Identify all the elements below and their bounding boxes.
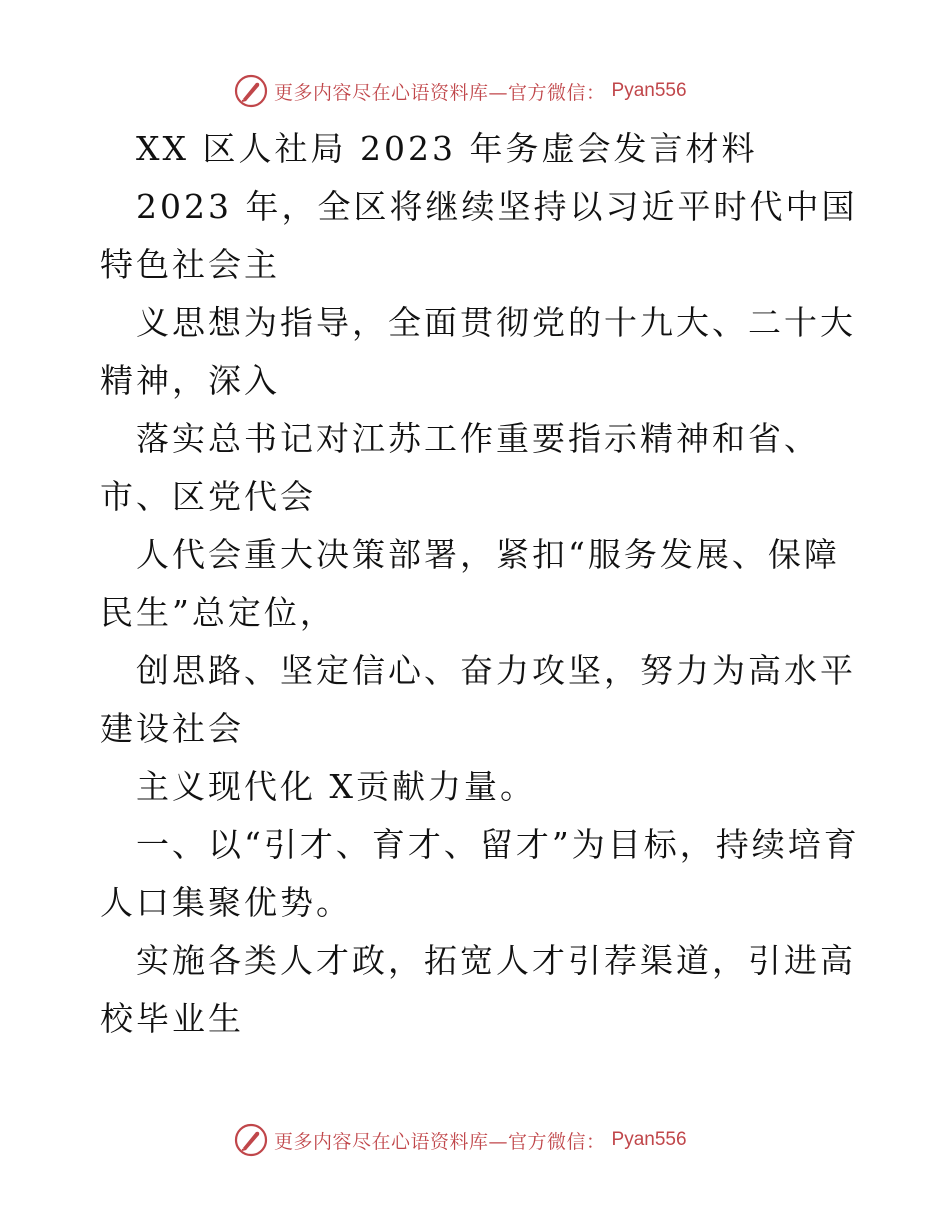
watermark-text: 更多内容尽在心语资料库—官方微信： bbox=[274, 81, 606, 104]
paragraph: 一、以“引才、育才、留才”为目标，持续培育人口集聚优势。 bbox=[100, 825, 860, 922]
paragraph: 2023 年，全区将继续坚持以习近平时代中国特色社会主 bbox=[100, 187, 858, 284]
paragraph: 创思路、坚定信心、奋力攻坚，努力为高水平建设社会 bbox=[100, 651, 856, 748]
watermark-text: 更多内容尽在心语资料库—官方微信： bbox=[274, 1130, 606, 1153]
document-body bbox=[100, 120, 860, 1048]
document-title: XX 区人社局 2023 年务虚会发言材料 bbox=[136, 129, 758, 168]
quill-logo-icon bbox=[234, 74, 268, 108]
paragraph: 落实总书记对江苏工作重要指示精神和省、市、区党代会 bbox=[100, 419, 820, 516]
paragraph: 义思想为指导，全面贯彻党的十九大、二十大精神，深入 bbox=[100, 303, 856, 400]
watermark-footer bbox=[234, 1122, 687, 1158]
watermark-wechat-id: Pyan556 bbox=[611, 80, 687, 101]
watermark-wechat-id: Pyan556 bbox=[611, 1129, 687, 1150]
quill-logo-icon bbox=[234, 1123, 268, 1157]
paragraph: 主义现代化 X贡献力量。 bbox=[136, 767, 536, 806]
paragraph: 实施各类人才政，拓宽人才引荐渠道，引进高校毕业生 bbox=[100, 941, 856, 1038]
watermark-header bbox=[234, 73, 687, 109]
paragraph: 人代会重大决策部署，紧扣“服务发展、保障民生”总定位， bbox=[100, 535, 840, 632]
